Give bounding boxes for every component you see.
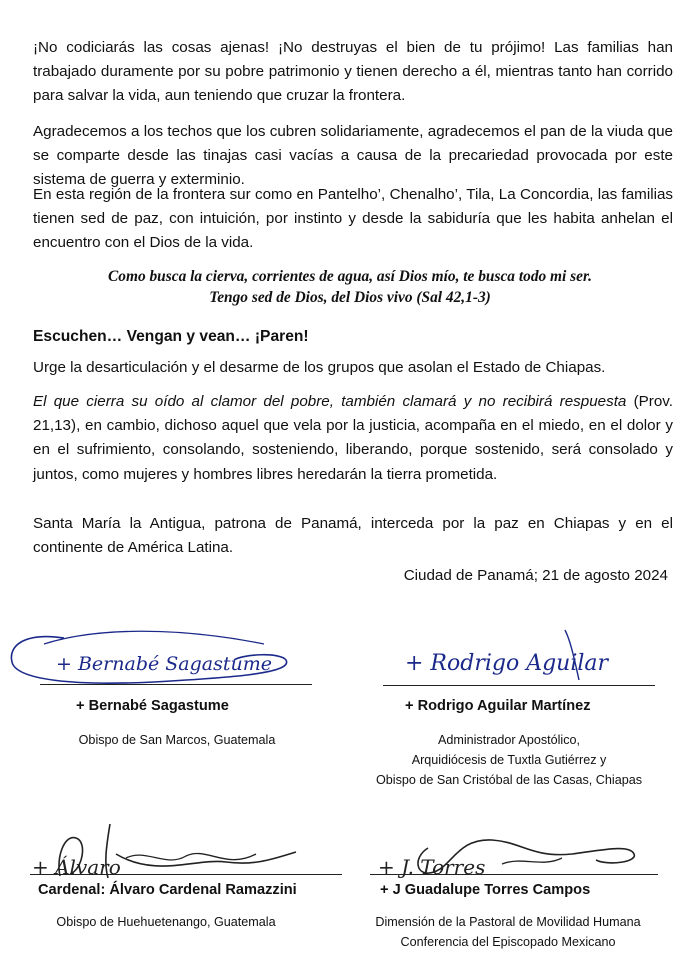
psalm-quote: [30, 266, 670, 308]
signature-guadalupe-torres: [372, 828, 672, 888]
paragraph-5-italic-quote: El que cierra su oído al clamor del pobre, también clamará y no recibirá respuesta: [33, 393, 627, 410]
signatory-name-2: + Rodrigo Aguilar Martínez: [405, 698, 591, 714]
paragraph-4: Urge la desarticulación y el desarme de los grupos que asolan el Estado de Chiapas.: [33, 359, 606, 376]
signatory-role-3: [24, 912, 308, 932]
signature-handwriting-2: + Rodrigo Aguilar: [405, 651, 609, 676]
signatory-role-2: [364, 730, 654, 790]
psalm-quote-line-1: Como busca la cierva, corrientes de agua, así Dios mío, te busca todo mi ser.: [108, 268, 592, 285]
signatory-role-2-line-3: Obispo de San Cristóbal de las Casas, Chiapas: [375, 773, 642, 787]
paragraph-5-text: (Prov. 21,13), en cambio, dichoso aquel que vela por la justicia, acompaña en el miedo, en el dolor y en el sufrimiento, consolando, sosteniendo, liberando, porque sostenido, será consolado y juntos, como mujeres y hombres libres heredarán la tierra prometida.: [33, 393, 673, 483]
signatory-name-3: Cardenal: Álvaro Cardenal Ramazzini: [38, 882, 297, 898]
signatory-role-4-line-2: Conferencia del Episcopado Mexicano: [400, 935, 616, 949]
signatory-name-1: + Bernabé Sagastume: [76, 698, 229, 714]
signatory-name-4: + J Guadalupe Torres Campos: [380, 882, 591, 898]
signature-handwriting-3: + Álvaro: [32, 855, 121, 879]
signatory-role-2-line-2: Arquidiócesis de Tuxtla Gutiérrez y: [411, 753, 607, 767]
signature-line-4: [370, 874, 658, 875]
signature-line-2: [383, 685, 655, 686]
paragraph-1: ¡No codiciarás las cosas ajenas! ¡No destruyas el bien de tu prójimo! Las familias han trabajado duramente por su pobre patrimonio y tienen derecho a él, mientras tanto han corrido para salvar la vida, aun teniendo que cruzar la frontera.: [33, 39, 673, 105]
signatory-role-3-line-1: Obispo de Huehuetenango, Guatemala: [56, 915, 276, 929]
signature-line-1: [40, 684, 312, 685]
paragraph-6: Santa María la Antigua, patrona de Panamá, interceda por la paz en Chiapas y en el continente de América Latina.: [33, 515, 673, 557]
paragraph-3: En esta región de la frontera sur como en Pantelho’, Chenalho’, Tila, La Concordia, las familias tienen sed de paz, con intuición, por instinto y desde la sabiduría que les habita anhelan el encuentro con el Dios de la vida.: [33, 186, 673, 252]
signature-handwriting-1: + Bernabé Sagastume: [56, 653, 272, 675]
signature-handwriting-4: + J. Torres: [378, 855, 486, 879]
signatory-role-4: [352, 912, 664, 952]
signatory-role-1-line-1: Obispo de San Marcos, Guatemala: [78, 733, 276, 747]
signatory-role-4-line-1: Dimensión de la Pastoral de Movilidad Humana: [375, 915, 641, 929]
signatory-role-2-line-1: Administrador Apostólico,: [437, 733, 581, 747]
paragraph-5: [33, 390, 673, 487]
signatory-role-1: [50, 730, 304, 750]
date-line: Ciudad de Panamá; 21 de agosto 2024: [403, 567, 668, 584]
signature-rodrigo-aguilar: [395, 622, 695, 692]
psalm-quote-line-2: Tengo sed de Dios, del Dios vivo (Sal 42,1-3): [209, 289, 491, 306]
signature-alvaro-ramazzini: [26, 818, 326, 888]
section-heading: Escuchen… Vengan y vean… ¡Paren!: [33, 328, 309, 345]
paragraph-2: Agradecemos a los techos que los cubren solidariamente, agradecemos el pan de la viuda que se comparte desde las tinajas casi vacías a causa de la precariedad provocada por este sistema de guerra y exterminio.: [33, 123, 673, 189]
signature-bernabe-sagastume: [4, 626, 304, 692]
signature-line-3: [30, 874, 342, 875]
